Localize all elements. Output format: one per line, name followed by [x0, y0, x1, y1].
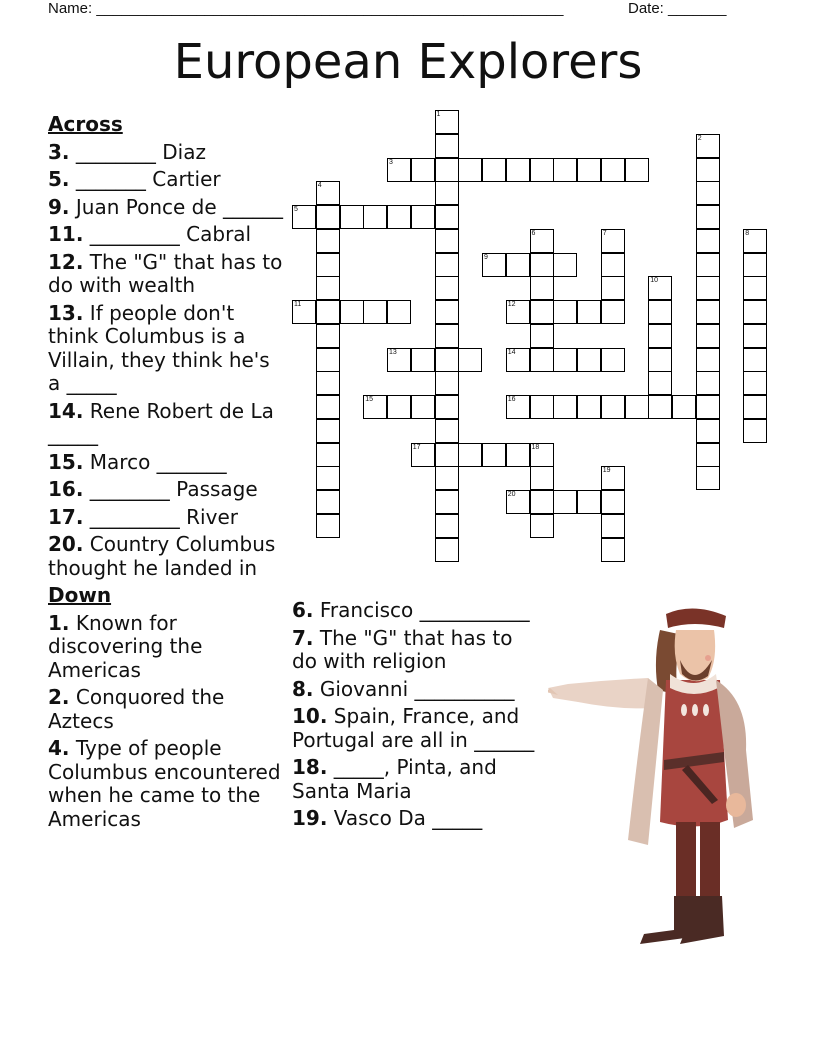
cell-number: 16 [507, 396, 516, 403]
grid-cell[interactable] [696, 229, 720, 253]
cell-number: 5 [294, 206, 298, 213]
grid-cell[interactable] [411, 158, 435, 182]
grid-cell[interactable] [743, 229, 767, 253]
grid-cell[interactable] [435, 348, 459, 372]
grid-cell[interactable] [316, 514, 340, 538]
grid-cell[interactable] [387, 205, 411, 229]
clue-across-16: 16. ________ Passage [48, 477, 258, 501]
grid-cell[interactable] [743, 395, 767, 419]
grid-cell[interactable] [340, 205, 364, 229]
grid-cell[interactable] [435, 514, 459, 538]
grid-cell[interactable] [696, 395, 720, 419]
grid-cell[interactable] [458, 348, 482, 372]
date-line: Date: _______ [628, 0, 727, 17]
grid-cell[interactable] [696, 253, 720, 277]
grid-cell[interactable] [435, 229, 459, 253]
grid-cell[interactable] [482, 443, 506, 467]
grid-cell[interactable] [506, 348, 530, 372]
grid-cell[interactable] [743, 324, 767, 348]
grid-cell[interactable] [435, 443, 459, 467]
grid-cell[interactable] [435, 253, 459, 277]
grid-cell[interactable] [530, 443, 554, 467]
clue-across-11: 11. _________ Cabral [48, 222, 252, 246]
grid-cell[interactable] [316, 181, 340, 205]
grid-cell[interactable] [577, 158, 601, 182]
cell-number: 14 [507, 348, 516, 356]
grid-cell[interactable] [458, 158, 482, 182]
grid-cell[interactable] [435, 181, 459, 205]
grid-cell[interactable] [435, 276, 459, 300]
grid-cell[interactable] [743, 348, 767, 372]
grid-cell[interactable] [601, 158, 625, 182]
grid-cell[interactable] [482, 253, 506, 277]
grid-cell[interactable] [601, 490, 625, 514]
grid-cell[interactable] [696, 443, 720, 467]
cell-number: 11 [294, 301, 302, 308]
clues-column-right [292, 599, 542, 835]
grid-cell[interactable] [696, 205, 720, 229]
grid-cell[interactable] [435, 490, 459, 514]
cell-number: 18 [531, 443, 540, 451]
across-heading: Across [48, 112, 123, 136]
grid-cell[interactable] [435, 134, 459, 158]
grid-cell[interactable] [553, 253, 577, 277]
cell-number: 4 [317, 182, 322, 190]
grid-cell[interactable] [316, 395, 340, 419]
grid-cell[interactable] [316, 348, 340, 372]
clue-across-13: 13. If people don't think Columbus is a Villain, they think he's a _____ [48, 300, 270, 395]
grid-cell[interactable] [435, 158, 459, 182]
grid-cell[interactable] [387, 348, 411, 372]
grid-cell[interactable] [625, 395, 649, 419]
grid-cell[interactable] [506, 490, 530, 514]
grid-cell[interactable] [530, 514, 554, 538]
grid-cell[interactable] [530, 395, 554, 419]
grid-cell[interactable] [316, 300, 340, 324]
cell-number: 10 [650, 277, 659, 285]
grid-cell[interactable] [743, 419, 767, 443]
grid-cell[interactable] [506, 395, 530, 419]
grid-cell[interactable] [577, 490, 601, 514]
grid-cell[interactable] [530, 348, 554, 372]
name-line: Name: ________________________________________________________ [48, 0, 564, 17]
grid-cell[interactable] [577, 348, 601, 372]
grid-cell[interactable] [316, 276, 340, 300]
grid-cell[interactable] [316, 371, 340, 395]
grid-cell[interactable] [530, 253, 554, 277]
cell-number: 7 [602, 229, 607, 237]
cell-number: 20 [507, 491, 516, 498]
cell-number: 9 [484, 253, 488, 261]
grid-cell[interactable] [696, 300, 720, 324]
cell-number: 12 [507, 301, 516, 308]
clue-down-7: 7. The "G" that has to do with religion [292, 625, 513, 673]
cell-number: 8 [745, 229, 750, 237]
grid-cell[interactable] [363, 205, 387, 229]
grid-cell[interactable] [435, 205, 459, 229]
clue-across-5: 5. _______ Cartier [48, 167, 221, 191]
grid-cell[interactable] [601, 466, 625, 490]
grid-cell[interactable] [530, 466, 554, 490]
grid-cell[interactable] [458, 443, 482, 467]
grid-cell[interactable] [601, 514, 625, 538]
grid-cell[interactable] [387, 158, 411, 182]
grid-cell[interactable] [506, 253, 530, 277]
cell-number: 3 [389, 158, 393, 166]
grid-cell[interactable] [696, 158, 720, 182]
clue-down-4: 4. Type of people Columbus encountered when he came to the Americas [48, 736, 281, 831]
clue-down-8: 8. Giovanni __________ [292, 676, 515, 701]
explorer-illustration [548, 600, 758, 950]
grid-cell[interactable] [601, 276, 625, 300]
grid-cell[interactable] [530, 276, 554, 300]
grid-cell[interactable] [625, 158, 649, 182]
clue-down-10: 10. Spain, France, and Portugal are all in ______ [292, 704, 535, 752]
grid-cell[interactable] [530, 324, 554, 348]
grid-cell[interactable] [411, 395, 435, 419]
grid-cell[interactable] [696, 181, 720, 205]
cell-number: 2 [697, 134, 702, 142]
grid-cell[interactable] [601, 348, 625, 372]
grid-cell[interactable] [696, 324, 720, 348]
grid-cell[interactable] [696, 419, 720, 443]
grid-cell[interactable] [648, 300, 672, 324]
clue-across-17: 17. _________ River [48, 504, 238, 529]
grid-cell[interactable] [696, 276, 720, 300]
clue-down-1: 1. Known for discovering the Americas [48, 610, 203, 682]
grid-cell[interactable] [316, 419, 340, 443]
clue-across-9: 9. Juan Ponce de ______ [48, 194, 284, 219]
grid-cell[interactable] [316, 253, 340, 277]
cell-number: 15 [365, 396, 374, 403]
grid-cell[interactable] [601, 300, 625, 324]
page-title: European Explorers [173, 34, 643, 90]
grid-cell[interactable] [411, 443, 435, 467]
grid-cell[interactable] [506, 158, 530, 182]
grid-cell[interactable] [530, 229, 554, 253]
grid-cell[interactable] [506, 300, 530, 324]
cell-number: 13 [389, 348, 397, 356]
grid-cell[interactable] [696, 348, 720, 372]
grid-cell[interactable] [316, 466, 340, 490]
grid-cell[interactable] [648, 324, 672, 348]
grid-cell[interactable] [601, 253, 625, 277]
cell-number: 19 [602, 467, 611, 475]
grid-cell[interactable] [577, 300, 601, 324]
grid-cell[interactable] [553, 158, 577, 182]
grid-cell[interactable] [435, 395, 459, 419]
grid-cell[interactable] [601, 395, 625, 419]
grid-cell[interactable] [601, 538, 625, 562]
grid-cell[interactable] [530, 490, 554, 514]
grid-cell[interactable] [387, 395, 411, 419]
grid-cell[interactable] [316, 324, 340, 348]
grid-cell[interactable] [601, 229, 625, 253]
grid-cell[interactable] [553, 395, 577, 419]
grid-cell[interactable] [292, 205, 316, 229]
grid-cell[interactable] [435, 324, 459, 348]
clue-down-2: 2. Conquored the Aztecs [48, 685, 225, 733]
grid-cell[interactable] [363, 395, 387, 419]
grid-cell[interactable] [696, 371, 720, 395]
grid-cell[interactable] [435, 300, 459, 324]
grid-cell[interactable] [292, 300, 316, 324]
grid-cell[interactable] [553, 300, 577, 324]
grid-cell[interactable] [530, 300, 554, 324]
grid-cell[interactable] [435, 538, 459, 562]
grid-cell[interactable] [435, 419, 459, 443]
grid-cell[interactable] [435, 371, 459, 395]
grid-cell[interactable] [316, 490, 340, 514]
grid-cell[interactable] [648, 371, 672, 395]
grid-cell[interactable] [696, 134, 720, 158]
clue-across-12: 12. The "G" that has to do with wealth [48, 249, 283, 297]
grid-cell[interactable] [411, 348, 435, 372]
grid-cell[interactable] [648, 276, 672, 300]
clue-down-6: 6. Francisco ___________ [292, 598, 530, 622]
grid-cell[interactable] [672, 395, 696, 419]
grid-cell[interactable] [696, 466, 720, 490]
grid-cell[interactable] [648, 395, 672, 419]
grid-cell[interactable] [411, 205, 435, 229]
clue-down-18: 18. _____, Pinta, and Santa Maria [292, 755, 497, 803]
grid-cell[interactable] [506, 443, 530, 467]
cell-number: 17 [412, 443, 421, 451]
grid-cell[interactable] [553, 490, 577, 514]
grid-cell[interactable] [743, 253, 767, 277]
grid-cell[interactable] [743, 371, 767, 395]
grid-cell[interactable] [316, 229, 340, 253]
grid-cell[interactable] [743, 300, 767, 324]
grid-cell[interactable] [648, 348, 672, 372]
grid-cell[interactable] [530, 158, 554, 182]
grid-cell[interactable] [387, 300, 411, 324]
grid-cell[interactable] [743, 276, 767, 300]
clue-down-19: 19. Vasco Da _____ [292, 806, 483, 830]
clue-across-14: 14. Rene Robert de La _____ [48, 398, 274, 446]
clues-column-left [48, 113, 288, 835]
grid-cell[interactable] [553, 348, 577, 372]
grid-cell[interactable] [363, 300, 387, 324]
grid-cell[interactable] [435, 110, 459, 134]
grid-cell[interactable] [340, 300, 364, 324]
clue-across-20: 20. Country Columbus thought he landed in [48, 532, 276, 580]
grid-cell[interactable] [577, 395, 601, 419]
clue-across-3: 3. ________ Diaz [48, 139, 206, 164]
cell-number: 6 [531, 229, 536, 237]
grid-cell[interactable] [316, 443, 340, 467]
grid-cell[interactable] [482, 158, 506, 182]
clue-across-15: 15. Marco _______ [48, 449, 227, 474]
cell-number: 1 [436, 111, 441, 118]
down-heading: Down [48, 583, 112, 607]
grid-cell[interactable] [435, 466, 459, 490]
grid-cell[interactable] [316, 205, 340, 229]
